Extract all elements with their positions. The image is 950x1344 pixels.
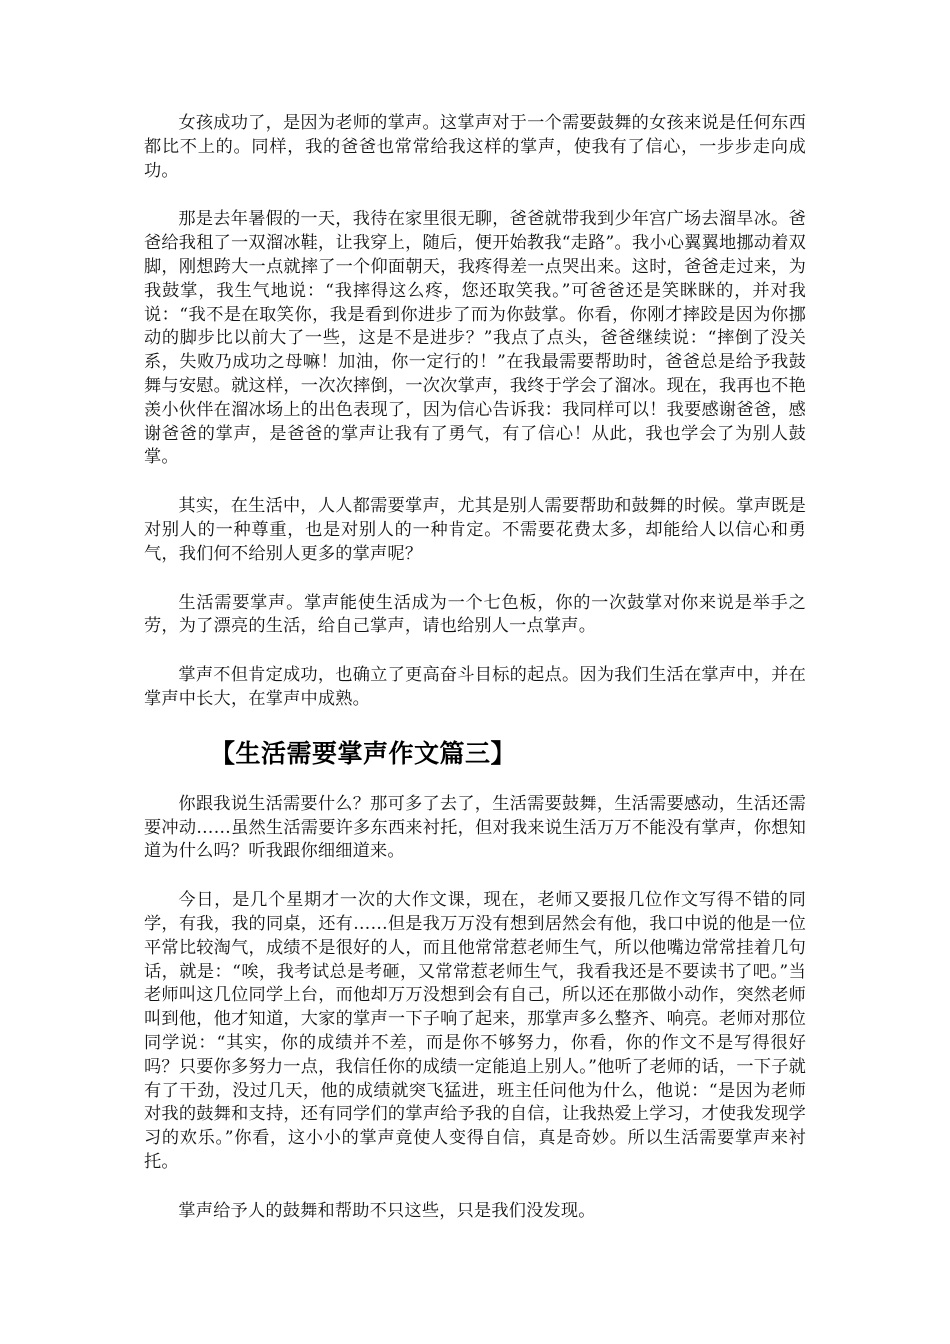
- paragraph: 那是去年暑假的一天，我待在家里很无聊，爸爸就带我到少年宫广场去溜旱冰。爸爸给我租了一双溜冰鞋，让我穿上，随后，便开始教我“走路”。我小心翼翼地挪动着双脚，刚想跨大一点就摔了一个仰面朝天，我疼得差一点哭出来。这时，爸爸走过来，为我鼓掌，我生气地说：“我摔得这么疼，您还取笑我。”可爸爸还是笑眯眯的，并对我说：“我不是在取笑你，我是看到你进步了而为你鼓掌。你看，你刚才摔跤是因为你挪动的脚步比以前大了一些，这是不是进步？”我点了点头，爸爸继续说：“摔倒了没关系，失败乃成功之母嘛！加油，你一定行的！”在我最需要帮助时，爸爸总是给予我鼓舞与安慰。就这样，一次次摔倒，一次次掌声，我终于学会了溜冰。现在，我再也不艳羡小伙伴在溜冰场上的出色表现了，因为信心告诉我：我同样可以！我要感谢爸爸，感谢爸爸的掌声，是爸爸的掌声让我有了勇气，有了信心！从此，我也学会了为别人鼓掌。: [144, 209, 806, 468]
- paragraph: 掌声不但肯定成功，也确立了更高奋斗目标的起点。因为我们生活在掌声中，并在掌声中长大，在掌声中成熟。: [144, 665, 806, 709]
- paragraph: 今日，是几个星期才一次的大作文课，现在，老师又要报几位作文写得不错的同学，有我，我的同桌，还有……但是我万万没有想到居然会有他，我口中说的他是一位平常比较淘气，成绩不是很好的人，而且他常常惹老师生气，所以他嘴边常常挂着几句话，就是：“唉，我考试总是考砸，又常常惹老师生气，我看我还是不要读书了吧。”当老师叫这几位同学上台，而他却万万没想到会有自己，所以还在那做小动作，突然老师叫到他，他才知道，大家的掌声一下子响了起来，那掌声多么整齐、响亮。老师对那位同学说：“其实，你的成绩并不差，而是你不够努力，你看，你的作文不是写得很好吗？只要你多努力一点，我信任你的成绩一定能追上别人。”他听了老师的话，一下子就有了干劲，没过几天，他的成绩就突飞猛进，班主任问他为什么，他说：“是因为老师对我的鼓舞和支持，还有同学们的掌声给予我的自信，让我热爱上学习，才使我发现学习的欢乐。”你看，这小小的掌声竟使人变得自信，真是奇妙。所以生活需要掌声来衬托。: [144, 890, 806, 1172]
- paragraph: 其实，在生活中，人人都需要掌声，尤其是别人需要帮助和鼓舞的时候。掌声既是对别人的一种尊重，也是对别人的一种肯定。不需要花费太多，却能给人以信心和勇气，我们何不给别人更多的掌声呢？: [144, 496, 806, 564]
- paragraph: 女孩成功了，是因为老师的掌声。这掌声对于一个需要鼓舞的女孩来说是任何东西都比不上的。同样，我的爸爸也常常给我这样的掌声，使我有了信心，一步步走向成功。: [144, 113, 806, 181]
- paragraph: 生活需要掌声。掌声能使生活成为一个七色板，你的一次鼓掌对你来说是举手之劳，为了漂亮的生活，给自己掌声，请也给别人一点掌声。: [144, 592, 806, 637]
- section-heading: 【生活需要掌声作文篇三】: [210, 738, 517, 768]
- document-body: [144, 112, 806, 1248]
- paragraph: 掌声给予人的鼓舞和帮助不只这些，只是我们没发现。: [178, 1200, 596, 1221]
- paragraph: 你跟我说生活需要什么？那可多了去了，生活需要鼓舞，生活需要感动，生活还需要冲动……虽然生活需要许多东西来衬托，但对我来说生活万万不能没有掌声，你想知道为什么吗？听我跟你细细道来。: [144, 793, 806, 862]
